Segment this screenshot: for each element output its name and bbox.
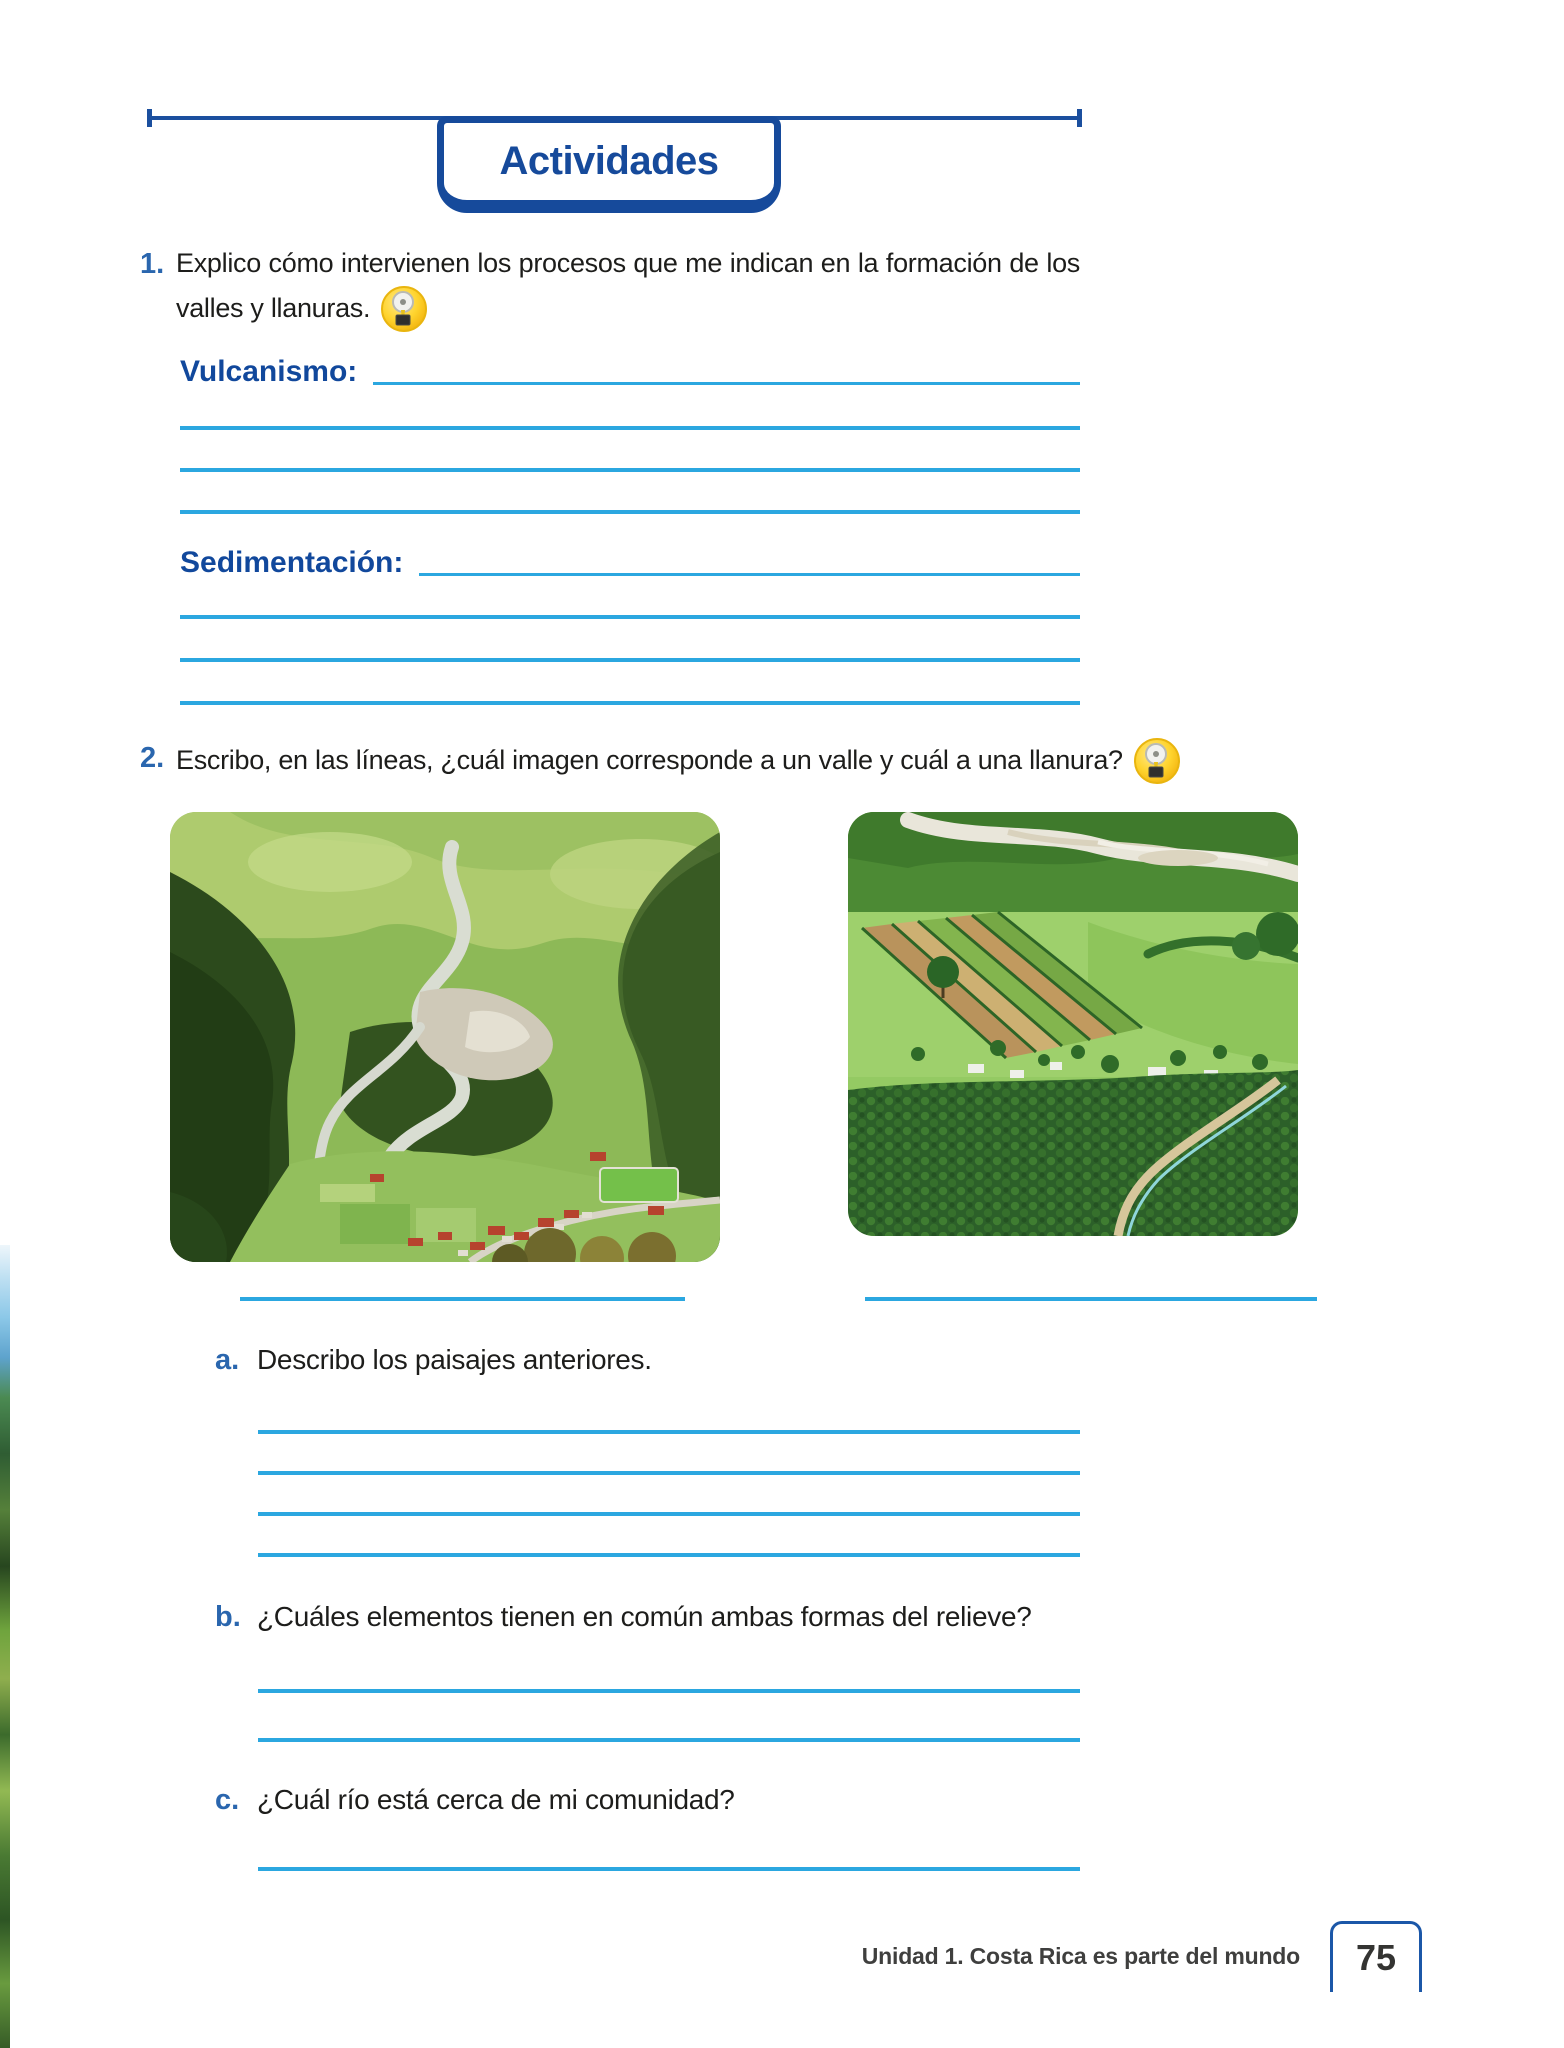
- vulcanismo-label: Vulcanismo:: [180, 355, 358, 388]
- page-number: 75: [1355, 1937, 1397, 1978]
- answer-line: [180, 468, 1080, 472]
- answer-line: [258, 1553, 1080, 1557]
- field-sedimentacion: [180, 543, 1080, 580]
- subitem-c: [215, 1780, 1115, 1821]
- answer-line: [373, 352, 1080, 385]
- activity-1-text: Explico cómo intervienen los procesos que me indican en la formación de los valles y llanuras.: [176, 243, 1080, 333]
- answer-line: [240, 1297, 685, 1301]
- activity-2: [140, 737, 1340, 785]
- plain-photo: [848, 812, 1298, 1236]
- lightbulb-icon: [380, 285, 428, 333]
- answer-line: [180, 701, 1080, 705]
- page-number-box: [1330, 1921, 1422, 1992]
- activity-1: [140, 243, 1092, 333]
- answer-line: [180, 658, 1080, 662]
- field-vulcanismo: [180, 352, 1080, 389]
- answer-line: [865, 1297, 1317, 1301]
- subitem-a-letter: a.: [215, 1344, 240, 1376]
- subitem-a-text: Describo los paisajes anteriores.: [257, 1344, 652, 1375]
- answer-line: [180, 510, 1080, 514]
- answer-line: [180, 615, 1080, 619]
- subitem-c-letter: c.: [215, 1784, 240, 1816]
- answer-line: [419, 543, 1080, 576]
- activities-header-tab: [437, 116, 781, 213]
- activity-2-number: 2.: [140, 742, 165, 774]
- answer-line: [258, 1689, 1080, 1693]
- lightbulb-icon: [1133, 737, 1181, 785]
- answer-line: [258, 1512, 1080, 1516]
- answer-line: [258, 1430, 1080, 1434]
- subitem-b: [215, 1597, 1115, 1638]
- left-edge-photo-sliver: [0, 1245, 10, 2048]
- activity-1-number: 1.: [140, 248, 165, 280]
- subitem-c-text: ¿Cuál río está cerca de mi comunidad?: [257, 1784, 735, 1815]
- header-rule-left-tick: [147, 109, 152, 127]
- header-rule-right-tick: [1077, 109, 1082, 127]
- subitem-b-text: ¿Cuáles elementos tienen en común ambas formas del relieve?: [257, 1601, 1032, 1632]
- answer-line: [258, 1738, 1080, 1742]
- subitem-b-letter: b.: [215, 1601, 241, 1633]
- activity-2-text: Escribo, en las líneas, ¿cuál imagen corresponde a un valle y cuál a una llanura?: [176, 737, 1286, 785]
- subitem-a: [215, 1340, 1115, 1381]
- answer-line: [180, 426, 1080, 430]
- valley-photo: [170, 812, 720, 1262]
- answer-line: [258, 1471, 1080, 1475]
- sedimentacion-label: Sedimentación:: [180, 546, 404, 579]
- page-title: Actividades: [499, 139, 719, 183]
- answer-line: [258, 1867, 1080, 1871]
- footer-unit-label: Unidad 1. Costa Rica es parte del mundo: [861, 1943, 1300, 1969]
